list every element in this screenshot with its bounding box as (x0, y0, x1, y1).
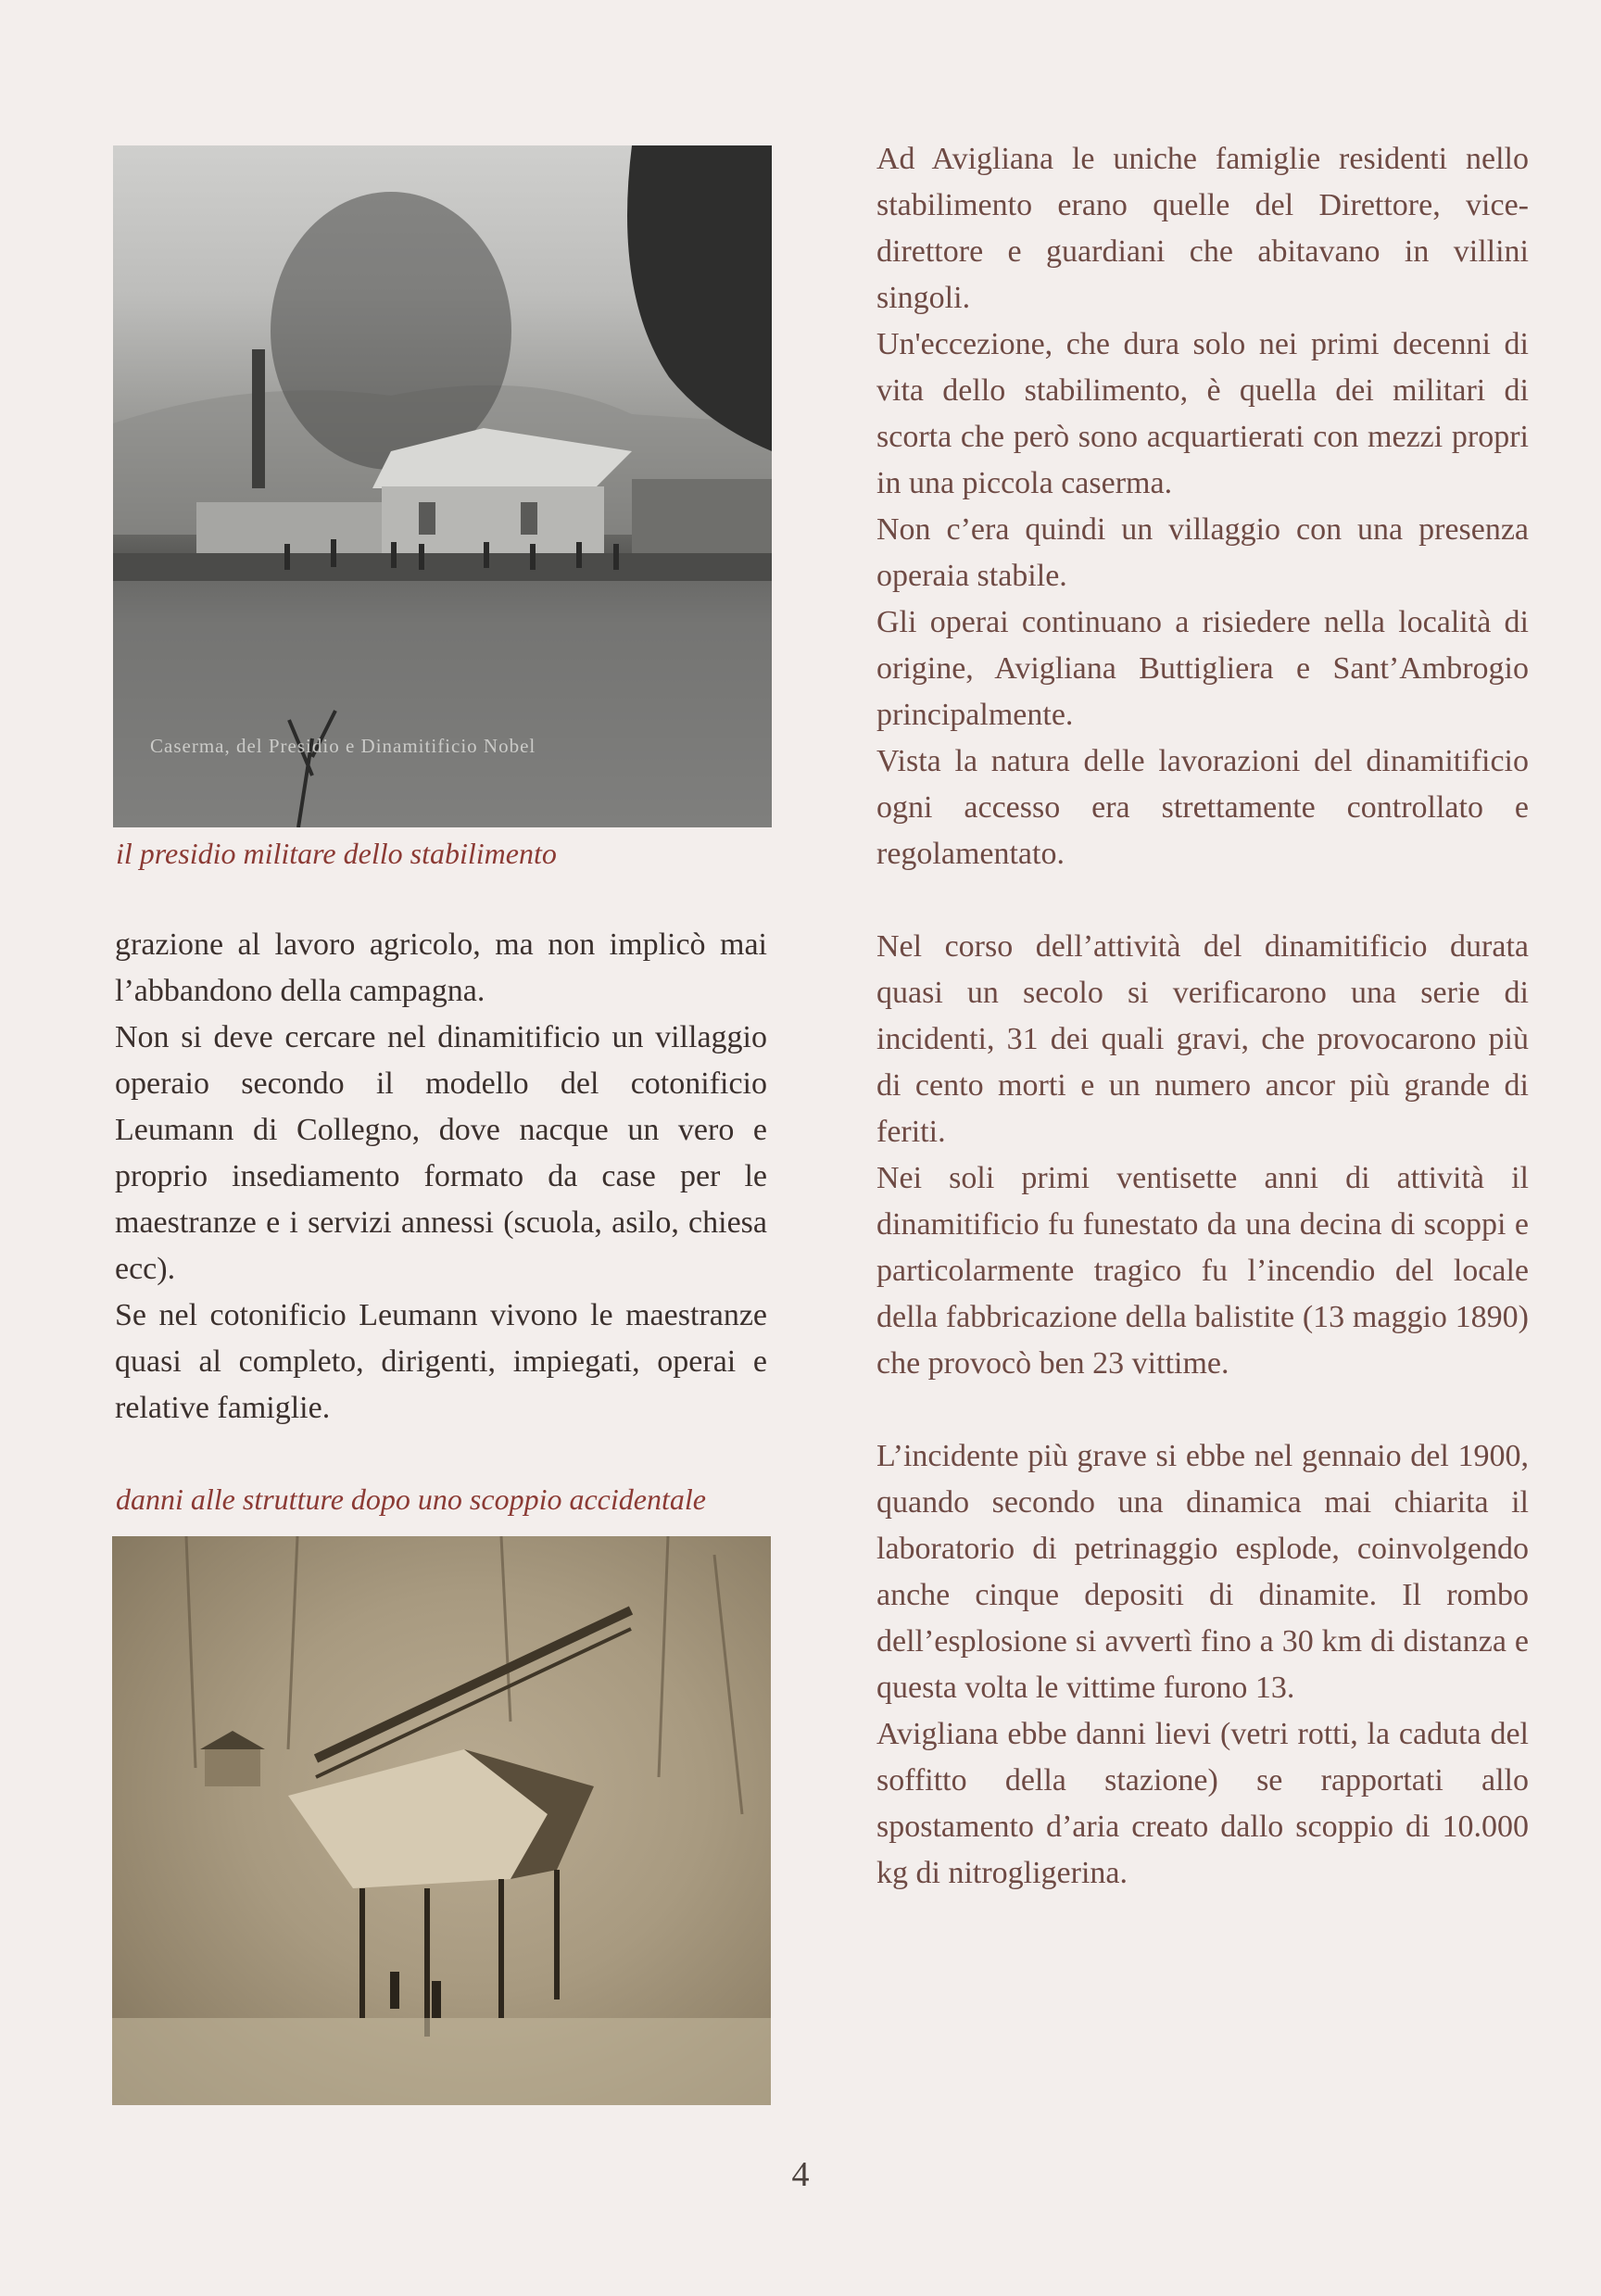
paragraph: Se nel cotonificio Leumann vivono le maestranze quasi al completo, dirigenti, impiegati, operai e relative famiglie. (115, 1298, 767, 1425)
paragraph: Ad Avigliana le uniche famiglie residenti nello stabilimento erano quelle del Direttore, vice-direttore e guardiani che abitavano in villini singoli. (876, 142, 1529, 315)
right-column-text (876, 136, 1529, 1897)
paragraph: Non si deve cercare nel dinamitificio un villaggio operaio secondo il modello del cotonificio Leumann di Collegno, dove nacque un vero e proprio insediamento formato da case per le maestranze e i servizi annessi (scuola, asilo, chiesa ecc). (115, 1020, 767, 1286)
left-column-text (115, 922, 767, 1432)
paragraph: Avigliana ebbe danni lievi (vetri rotti, la caduta del soffitto della stazione) se rapportati allo spostamento d’aria creato dallo scoppio di 10.000 kg di nitrogligerina. (876, 1717, 1529, 1890)
paragraph: grazione al lavoro agricolo, ma non implicò mai l’abbandono della campagna. (115, 927, 767, 1008)
paragraph: Un'eccezione, che dura solo nei primi decenni di vita dello stabilimento, è quella dei militari di scorta che però sono acquartierati con mezzi propri in una piccola caserma. (876, 327, 1529, 500)
paragraph: Nei soli primi ventisette anni di attività il dinamitificio fu funestato da una decina di scoppi e particolarmente tragico fu l’incendio del locale della fabbricazione della balistite (13 maggio 1890) che provocò ben 23 vittime. (876, 1161, 1529, 1381)
photo2-caption: danni alle strutture dopo uno scoppio accidentale (116, 1482, 706, 1516)
photo1-caption: il presidio militare dello stabilimento (116, 837, 557, 870)
page-number: 4 (791, 2155, 810, 2194)
photo-military-garrison (113, 145, 772, 827)
paragraph: Gli operai continuano a risiedere nella località di origine, Avigliana Buttigliera e Sant’Ambrogio principalmente. (876, 605, 1529, 732)
photo-explosion-damage (112, 1536, 771, 2105)
paragraph: Non c’era quindi un villaggio con una presenza operaia stabile. (876, 512, 1529, 593)
paragraph: L’incidente più grave si ebbe nel gennaio del 1900, quando secondo una dinamica mai chiarita il laboratorio di petrinaggio esplode, coinvolgendo anche cinque depositi di dinamite. Il rombo dell’esplosione si avvertì fino a 30 km di distanza e questa volta le vittime furono 13. (876, 1439, 1529, 1705)
photo-stamp-text: Caserma, del Presidio e Dinamitificio Nobel (150, 735, 536, 757)
photo-damage-illustration (112, 1536, 771, 2105)
paragraph: Vista la natura delle lavorazioni del dinamitificio ogni accesso era strettamente controllato e regolamentato. (876, 744, 1529, 871)
paragraph: Nel corso dell’attività del dinamitificio durata quasi un secolo si verificarono una serie di incidenti, 31 dei quali gravi, che provocarono più di cento morti e un numero ancor più grande di feriti. (876, 929, 1529, 1149)
photo-barracks-illustration (113, 145, 772, 827)
